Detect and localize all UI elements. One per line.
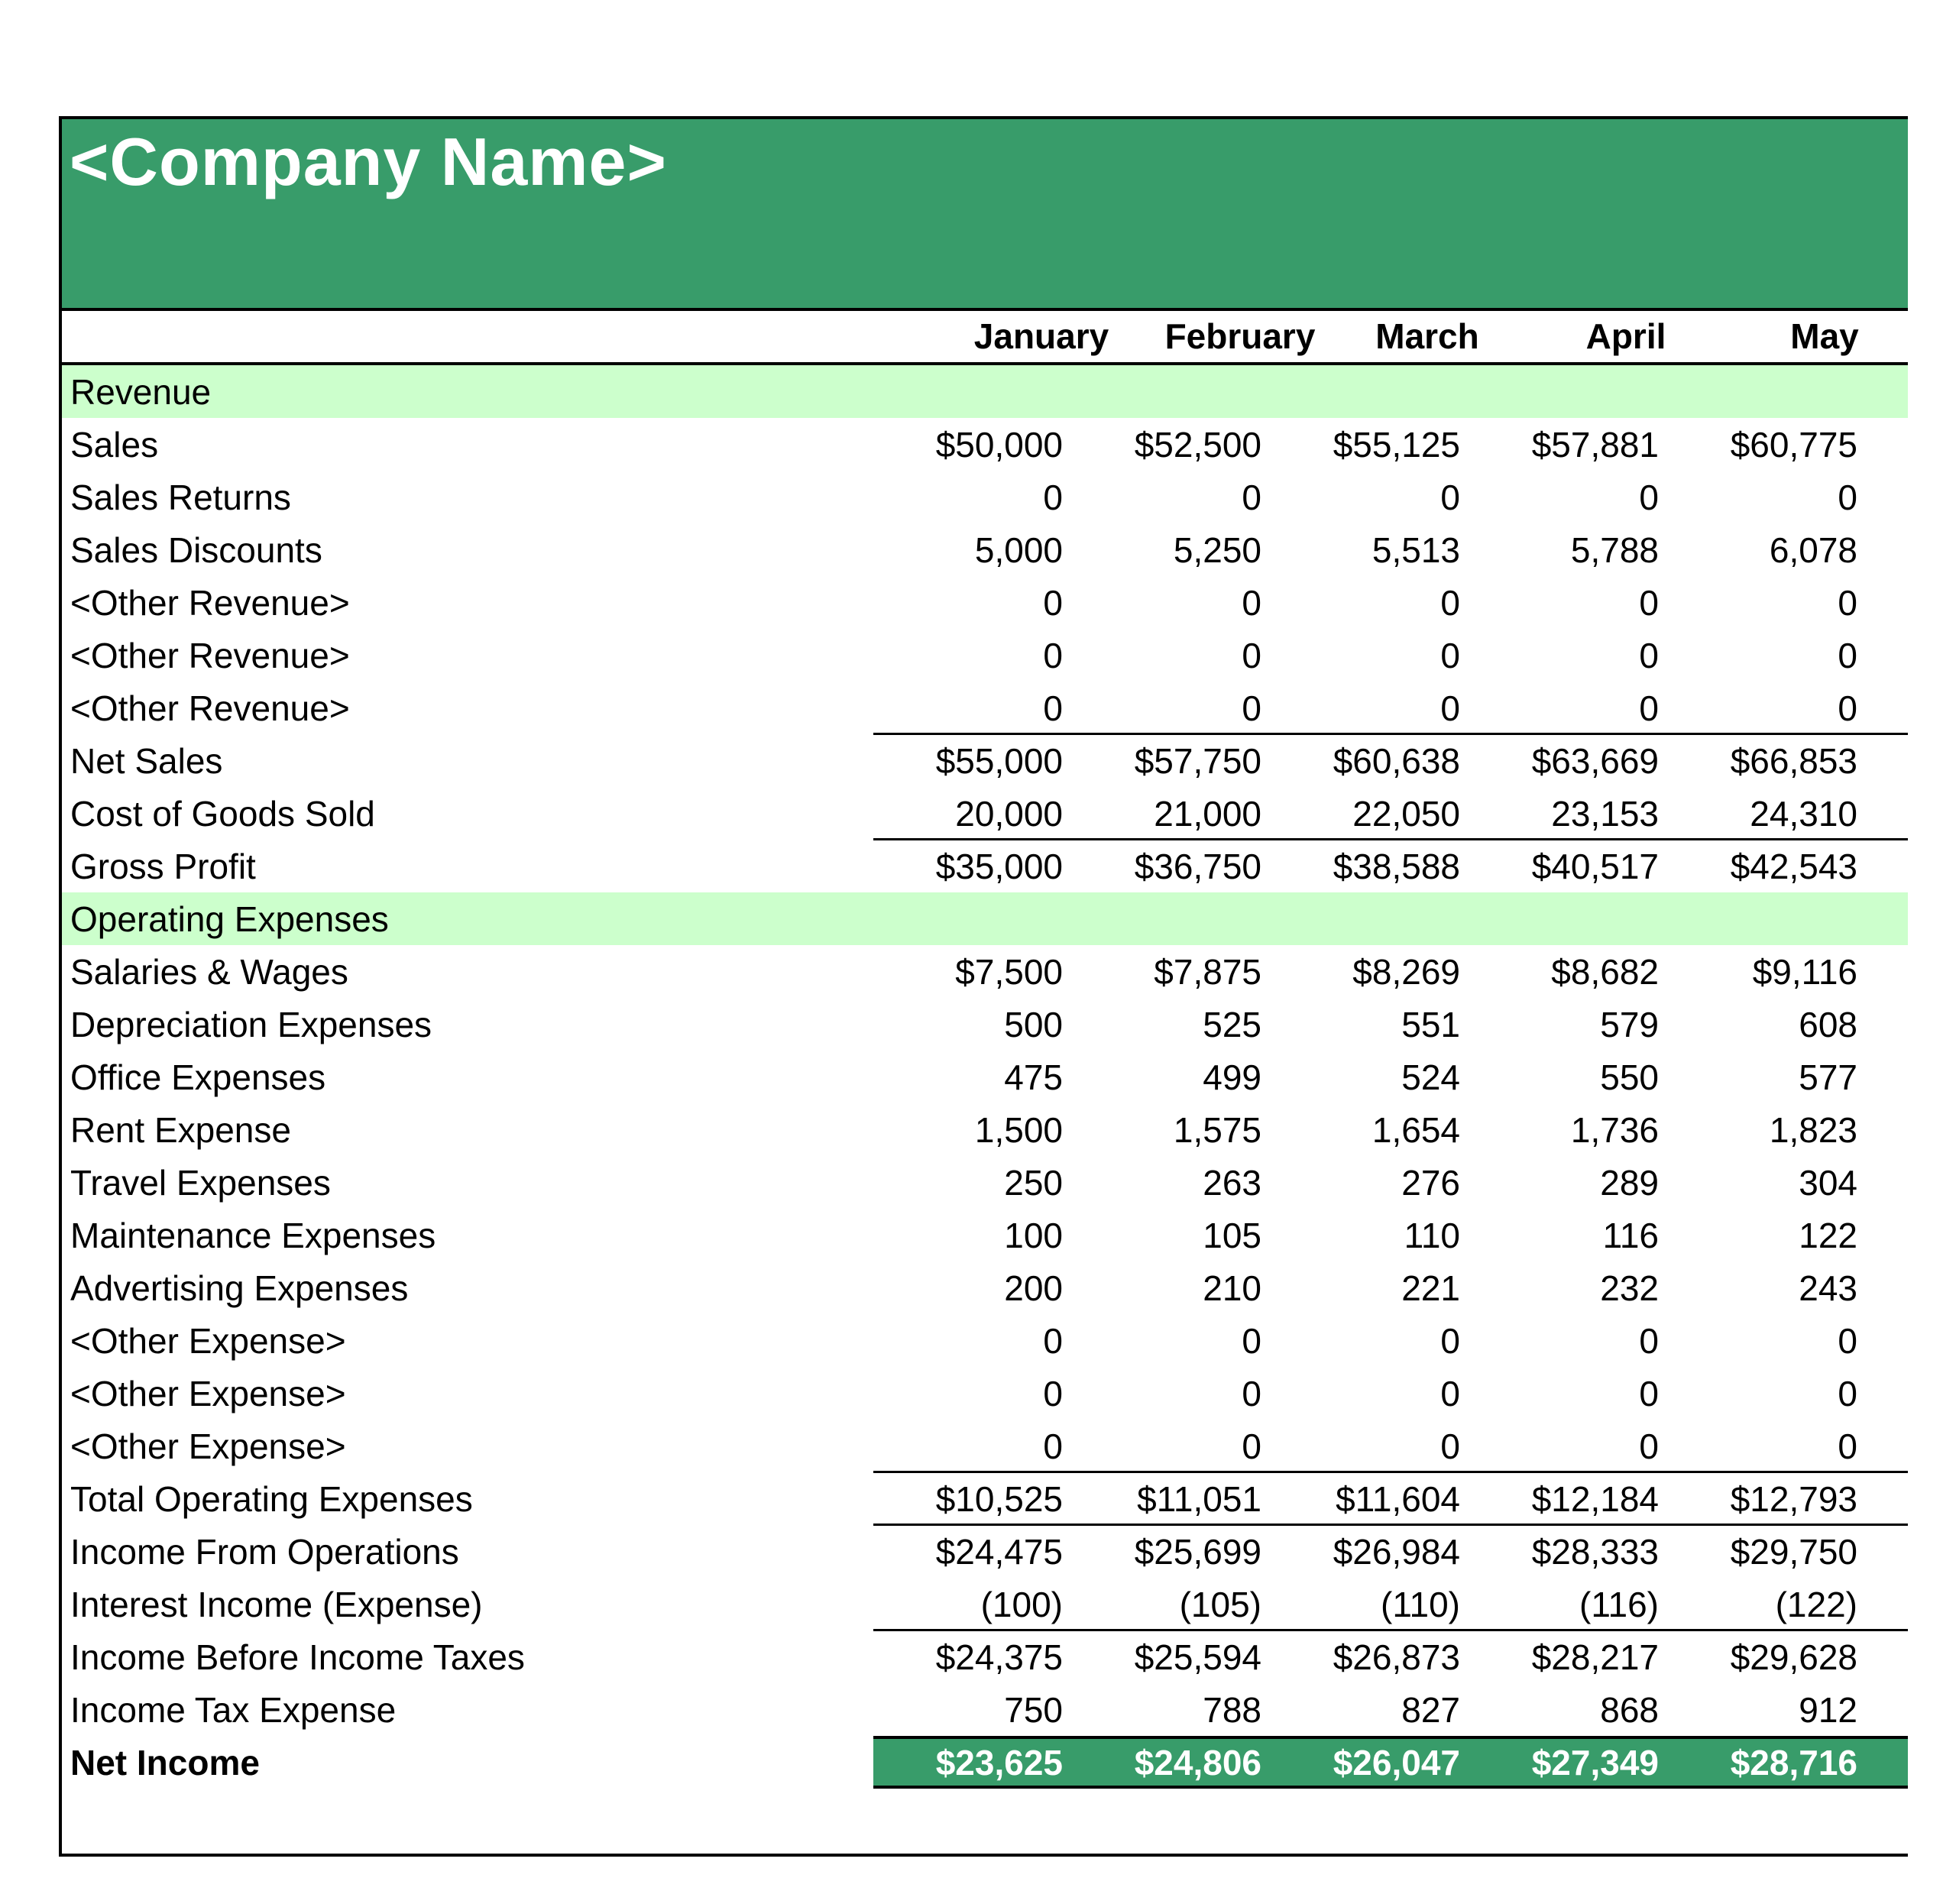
row-label-income-from-operations: Income From Operations xyxy=(70,1532,459,1572)
value-cell-april: $27,349 xyxy=(1531,1743,1659,1783)
value-cell-february: 525 xyxy=(1203,1005,1261,1044)
value-cell-january: 1,500 xyxy=(974,1110,1063,1150)
value-cell-may: 912 xyxy=(1799,1690,1857,1730)
table-row xyxy=(62,682,1908,734)
table-row xyxy=(62,1314,1908,1367)
value-cell-may: 608 xyxy=(1799,1005,1857,1044)
value-cell-january: (100) xyxy=(980,1585,1063,1624)
value-cell-february: $25,699 xyxy=(1134,1532,1261,1572)
row-label-advertising-expenses: Advertising Expenses xyxy=(70,1268,409,1308)
value-cell-may: 6,078 xyxy=(1769,530,1857,570)
value-cell-january: $7,500 xyxy=(955,952,1063,992)
table-row xyxy=(62,471,1908,523)
value-cell-january: 475 xyxy=(1004,1057,1063,1097)
row-label-other-expense: <Other Expense> xyxy=(70,1321,346,1361)
value-cell-may: $28,716 xyxy=(1730,1743,1857,1783)
month-header-march: March xyxy=(1375,316,1479,356)
value-cell-february: $7,875 xyxy=(1154,952,1261,992)
value-cell-february: $57,750 xyxy=(1134,741,1261,781)
row-label-maintenance-expenses: Maintenance Expenses xyxy=(70,1216,436,1255)
value-cell-january: 20,000 xyxy=(955,794,1063,834)
value-cell-february: (105) xyxy=(1179,1585,1261,1624)
value-cell-may: 243 xyxy=(1799,1268,1857,1308)
row-label-other-revenue: <Other Revenue> xyxy=(70,583,350,623)
row-label-cost-of-goods-sold: Cost of Goods Sold xyxy=(70,794,375,834)
value-cell-april: 0 xyxy=(1639,1321,1659,1361)
row-label-other-expense: <Other Expense> xyxy=(70,1426,346,1466)
table-row xyxy=(62,1683,1908,1736)
row-label-office-expenses: Office Expenses xyxy=(70,1057,326,1097)
income-statement-sheet xyxy=(59,116,1908,1857)
month-header-february: February xyxy=(1164,316,1316,356)
value-cell-february: 263 xyxy=(1203,1163,1261,1203)
value-cell-march: $26,047 xyxy=(1333,1743,1460,1783)
month-header-row xyxy=(62,311,1908,365)
value-cell-april: 0 xyxy=(1639,583,1659,623)
value-cell-march: $26,984 xyxy=(1333,1532,1460,1572)
value-cell-may: $29,628 xyxy=(1730,1637,1857,1677)
value-cell-april: 116 xyxy=(1602,1216,1659,1255)
value-cell-january: 0 xyxy=(1043,478,1063,517)
row-label-other-expense: <Other Expense> xyxy=(70,1374,346,1413)
table-row xyxy=(62,998,1908,1051)
value-cell-april: 289 xyxy=(1600,1163,1659,1203)
table-row xyxy=(62,576,1908,629)
value-cell-may: $29,750 xyxy=(1730,1532,1857,1572)
company-name-title: <Company Name> xyxy=(70,124,667,199)
value-cell-april: 550 xyxy=(1600,1057,1659,1097)
value-cell-march: 221 xyxy=(1401,1268,1460,1308)
section-header-row xyxy=(62,365,1908,418)
value-cell-march: 0 xyxy=(1440,1374,1460,1413)
value-cell-february: 0 xyxy=(1242,636,1261,675)
value-cell-january: $23,625 xyxy=(935,1743,1063,1783)
net-income-row xyxy=(62,1736,1908,1789)
table-row xyxy=(62,1156,1908,1209)
value-cell-march: $11,604 xyxy=(1336,1479,1460,1519)
value-cell-march: 0 xyxy=(1440,583,1460,623)
row-label-depreciation-expenses: Depreciation Expenses xyxy=(70,1005,432,1044)
value-cell-april: 579 xyxy=(1600,1005,1659,1044)
row-label-income-before-income-taxes: Income Before Income Taxes xyxy=(70,1637,525,1677)
value-cell-january: 5,000 xyxy=(974,530,1063,570)
value-cell-april: $12,184 xyxy=(1531,1479,1659,1519)
table-row xyxy=(62,787,1908,840)
value-cell-april: $28,333 xyxy=(1531,1532,1659,1572)
row-label-revenue: Revenue xyxy=(70,372,212,412)
value-cell-february: 788 xyxy=(1203,1690,1261,1730)
value-cell-january: 0 xyxy=(1043,583,1063,623)
value-cell-march: $38,588 xyxy=(1333,847,1460,886)
value-cell-february: 105 xyxy=(1203,1216,1261,1255)
table-row xyxy=(62,1209,1908,1261)
table-row xyxy=(62,629,1908,682)
value-cell-january: $55,000 xyxy=(935,741,1063,781)
value-cell-january: $24,475 xyxy=(935,1532,1063,1572)
value-cell-march: 551 xyxy=(1401,1005,1460,1044)
value-cell-april: $40,517 xyxy=(1531,847,1659,886)
value-cell-april: $8,682 xyxy=(1551,952,1659,992)
table-row xyxy=(62,1420,1908,1472)
value-cell-may: 577 xyxy=(1799,1057,1857,1097)
row-label-rent-expense: Rent Expense xyxy=(70,1110,291,1150)
row-label-salaries-wages: Salaries & Wages xyxy=(70,952,348,992)
value-cell-april: 0 xyxy=(1639,1426,1659,1466)
value-cell-march: 276 xyxy=(1401,1163,1460,1203)
section-header-row xyxy=(62,892,1908,945)
value-cell-february: 0 xyxy=(1242,1321,1261,1361)
table-row xyxy=(62,945,1908,998)
value-cell-april: 23,153 xyxy=(1551,794,1659,834)
table-row xyxy=(62,1578,1908,1630)
value-cell-january: 0 xyxy=(1043,688,1063,728)
row-label-sales-returns: Sales Returns xyxy=(70,478,291,517)
table-row xyxy=(62,1051,1908,1103)
value-cell-march: $55,125 xyxy=(1333,425,1460,465)
row-label-sales-discounts: Sales Discounts xyxy=(70,530,322,570)
value-cell-may: 0 xyxy=(1838,1426,1857,1466)
row-label-total-operating-expenses: Total Operating Expenses xyxy=(70,1479,473,1519)
value-cell-april: 232 xyxy=(1600,1268,1659,1308)
value-cell-may: 0 xyxy=(1838,636,1857,675)
value-cell-april: 0 xyxy=(1639,688,1659,728)
table-row xyxy=(62,523,1908,576)
table-row xyxy=(62,1630,1908,1683)
value-cell-april: 0 xyxy=(1639,1374,1659,1413)
value-cell-may: 0 xyxy=(1838,1374,1857,1413)
month-header-april: April xyxy=(1585,316,1666,356)
value-cell-january: $10,525 xyxy=(935,1479,1063,1519)
value-cell-february: $24,806 xyxy=(1134,1743,1261,1783)
value-cell-may: $66,853 xyxy=(1730,741,1857,781)
table-row xyxy=(62,734,1908,787)
value-cell-may: (122) xyxy=(1775,1585,1857,1624)
value-cell-april: (116) xyxy=(1579,1585,1659,1624)
value-cell-february: 5,250 xyxy=(1173,530,1261,570)
value-cell-may: $9,116 xyxy=(1752,952,1857,992)
company-header-banner xyxy=(62,119,1908,311)
value-cell-april: 0 xyxy=(1639,478,1659,517)
value-cell-may: 0 xyxy=(1838,688,1857,728)
value-cell-may: 1,823 xyxy=(1769,1110,1857,1150)
row-label-other-revenue: <Other Revenue> xyxy=(70,636,350,675)
value-cell-march: $8,269 xyxy=(1352,952,1460,992)
value-cell-march: 22,050 xyxy=(1352,794,1460,834)
value-cell-april: $57,881 xyxy=(1531,425,1659,465)
value-cell-april: 0 xyxy=(1639,636,1659,675)
value-cell-january: 0 xyxy=(1043,636,1063,675)
row-label-other-revenue: <Other Revenue> xyxy=(70,688,350,728)
value-cell-may: 0 xyxy=(1838,1321,1857,1361)
row-label-net-sales: Net Sales xyxy=(70,741,223,781)
value-cell-may: 24,310 xyxy=(1750,794,1857,834)
month-header-january: January xyxy=(973,316,1109,356)
value-cell-march: $60,638 xyxy=(1333,741,1460,781)
table-row xyxy=(62,840,1908,892)
row-label-operating-expenses: Operating Expenses xyxy=(70,899,389,939)
value-cell-february: $36,750 xyxy=(1134,847,1261,886)
value-cell-february: $52,500 xyxy=(1134,425,1261,465)
table-row xyxy=(62,1103,1908,1156)
value-cell-march: 110 xyxy=(1404,1216,1460,1255)
table-row xyxy=(62,1367,1908,1420)
value-cell-february: 0 xyxy=(1242,478,1261,517)
row-label-net-income: Net Income xyxy=(70,1743,260,1783)
value-cell-january: 250 xyxy=(1004,1163,1063,1203)
value-cell-february: 0 xyxy=(1242,1374,1261,1413)
value-cell-march: 1,654 xyxy=(1371,1110,1460,1150)
value-cell-february: $11,051 xyxy=(1137,1479,1261,1519)
value-cell-january: 200 xyxy=(1004,1268,1063,1308)
value-cell-february: 210 xyxy=(1203,1268,1261,1308)
value-cell-march: 0 xyxy=(1440,1321,1460,1361)
value-cell-january: $50,000 xyxy=(935,425,1063,465)
value-cell-january: 100 xyxy=(1004,1216,1063,1255)
value-cell-march: 0 xyxy=(1440,688,1460,728)
value-cell-january: 0 xyxy=(1043,1374,1063,1413)
value-cell-february: 499 xyxy=(1203,1057,1261,1097)
value-cell-april: 868 xyxy=(1600,1690,1659,1730)
value-cell-march: 827 xyxy=(1401,1690,1460,1730)
value-cell-february: $25,594 xyxy=(1134,1637,1261,1677)
row-label-interest-income-expense: Interest Income (Expense) xyxy=(70,1585,483,1624)
value-cell-january: 500 xyxy=(1004,1005,1063,1044)
table-row xyxy=(62,1261,1908,1314)
table-row xyxy=(62,418,1908,471)
table-row xyxy=(62,1472,1908,1525)
value-cell-march: $26,873 xyxy=(1333,1637,1460,1677)
value-cell-march: (110) xyxy=(1381,1585,1460,1624)
value-cell-may: 122 xyxy=(1799,1216,1857,1255)
value-cell-april: 1,736 xyxy=(1570,1110,1659,1150)
value-cell-may: $12,793 xyxy=(1730,1479,1857,1519)
value-cell-may: $42,543 xyxy=(1730,847,1857,886)
value-cell-january: 0 xyxy=(1043,1321,1063,1361)
month-header-may: May xyxy=(1790,316,1859,356)
value-cell-march: 0 xyxy=(1440,1426,1460,1466)
value-cell-february: 0 xyxy=(1242,1426,1261,1466)
value-cell-march: 524 xyxy=(1401,1057,1460,1097)
value-cell-february: 0 xyxy=(1242,583,1261,623)
value-cell-january: $35,000 xyxy=(935,847,1063,886)
value-cell-april: $63,669 xyxy=(1531,741,1659,781)
value-cell-april: $28,217 xyxy=(1531,1637,1659,1677)
row-label-travel-expenses: Travel Expenses xyxy=(70,1163,331,1203)
value-cell-may: 0 xyxy=(1838,583,1857,623)
row-label-sales: Sales xyxy=(70,425,159,465)
statement-rows xyxy=(62,365,1908,1789)
value-cell-may: $60,775 xyxy=(1730,425,1857,465)
value-cell-march: 0 xyxy=(1440,478,1460,517)
value-cell-may: 304 xyxy=(1799,1163,1857,1203)
value-cell-february: 21,000 xyxy=(1154,794,1261,834)
table-row xyxy=(62,1525,1908,1578)
value-cell-february: 0 xyxy=(1242,688,1261,728)
value-cell-february: 1,575 xyxy=(1173,1110,1261,1150)
value-cell-january: $24,375 xyxy=(935,1637,1063,1677)
value-cell-may: 0 xyxy=(1838,478,1857,517)
value-cell-april: 5,788 xyxy=(1570,530,1659,570)
row-label-gross-profit: Gross Profit xyxy=(70,847,256,886)
value-cell-january: 750 xyxy=(1004,1690,1063,1730)
row-label-income-tax-expense: Income Tax Expense xyxy=(70,1690,397,1730)
value-cell-january: 0 xyxy=(1043,1426,1063,1466)
value-cell-march: 0 xyxy=(1440,636,1460,675)
value-cell-march: 5,513 xyxy=(1371,530,1460,570)
